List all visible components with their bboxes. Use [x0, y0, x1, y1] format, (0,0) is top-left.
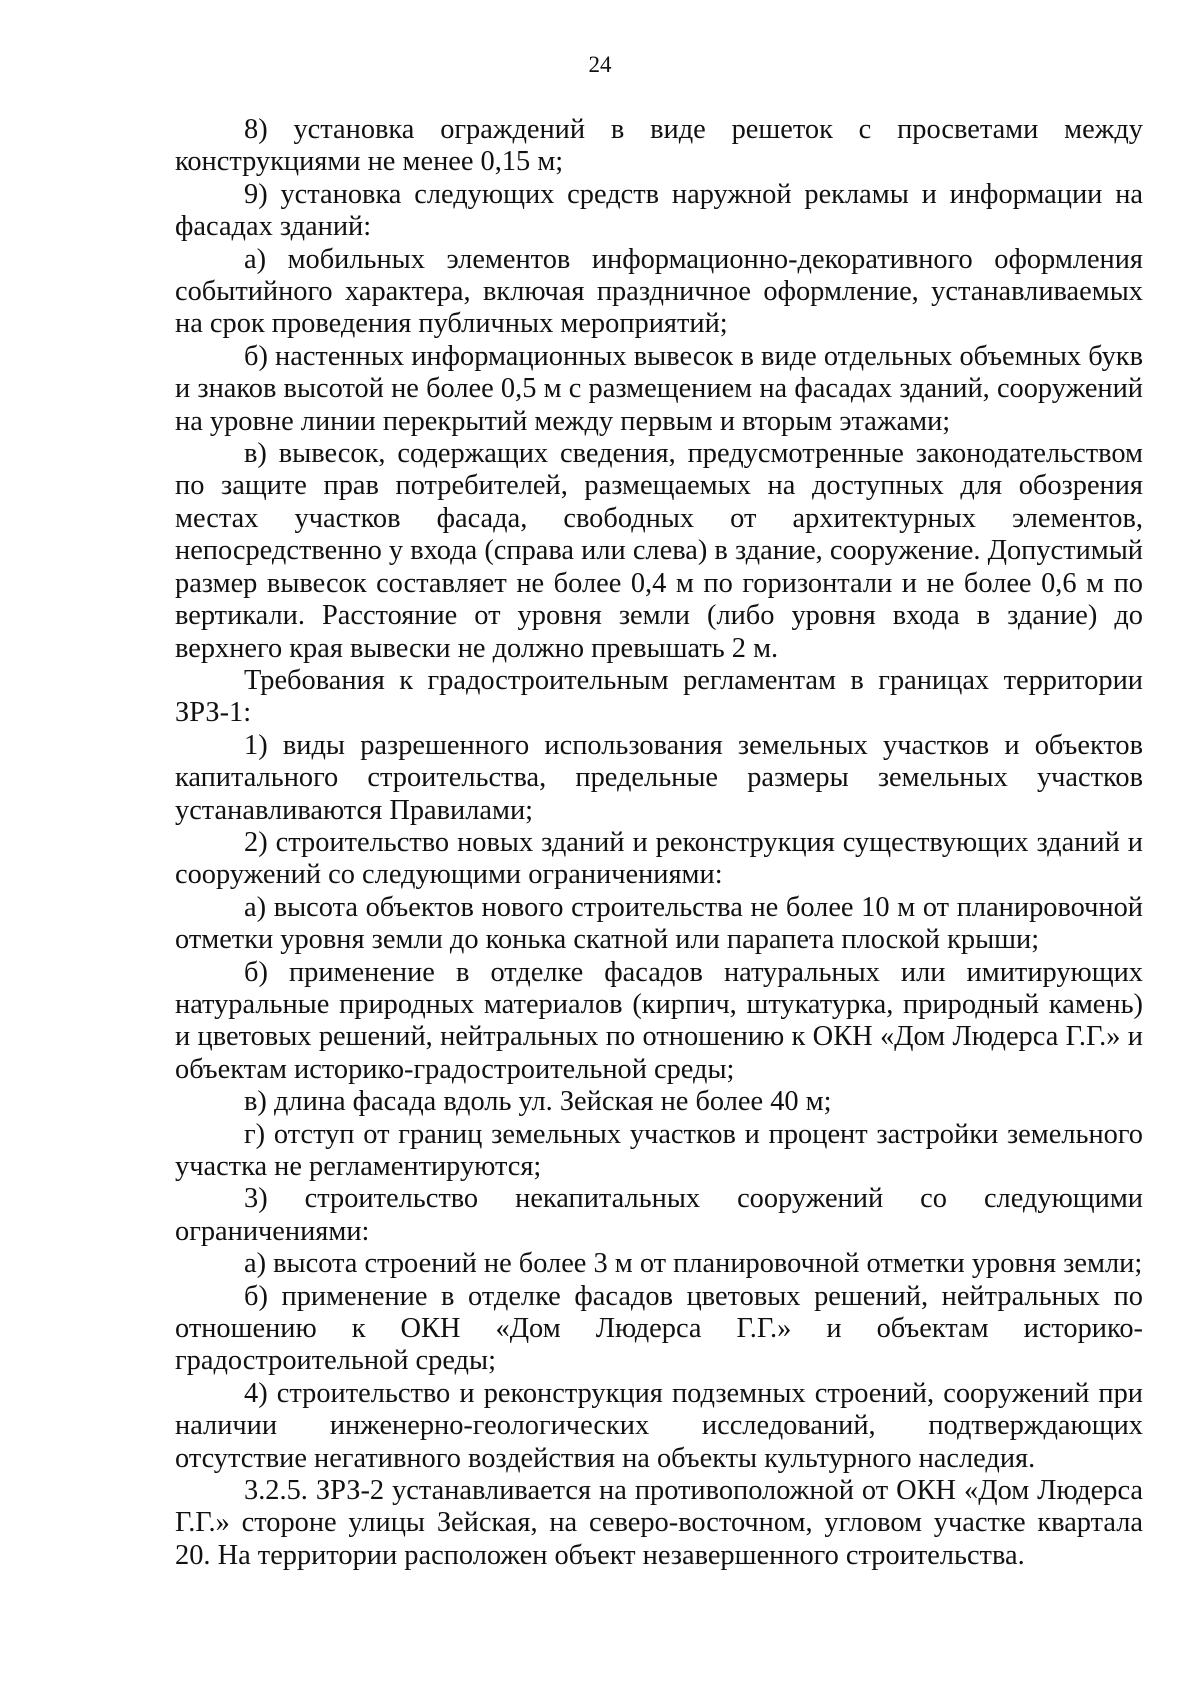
- sub-item-a-mobile-elements: а) мобильных элементов информационно-декоративного оформления событийного характера, включая праздничное оформление, устанавливаемых на срок проведения публичных мероприятий;: [175, 243, 1143, 340]
- zrz1-item-4-underground: 4) строительство и реконструкция подземных строений, сооружений при наличии инженерно-геологических исследований, подтверждающих отсутствие негативного воздействия на объекты культурного наследия.: [175, 1377, 1143, 1474]
- zrz1-item-3b-colors: б) применение в отделке фасадов цветовых решений, нейтральных по отношению к ОКН «Дом Людерса Г.Г.» и объектам историко-градостроительной среды;: [175, 1280, 1143, 1377]
- zrz1-item-1-land-use: 1) виды разрешенного использования земельных участков и объектов капитального строительства, предельные размеры земельных участков устанавливаются Правилами;: [175, 729, 1143, 826]
- document-body: [175, 114, 1143, 1572]
- zrz1-item-2b-facade-materials: б) применение в отделке фасадов натуральных или имитирующих натуральные природных материалов (кирпич, штукатурка, природный камень) и цветовых решений, нейтральных по отношению к ОКН «Дом Людерса Г.Г.» и объектам историко-градостроительной среды;: [175, 956, 1143, 1085]
- list-item-8-fences: 8) установка ограждений в виде решеток с просветами между конструкциями не менее 0,15 м;: [175, 114, 1143, 178]
- sub-item-b-wall-signs: б) настенных информационных вывесок в виде отдельных объемных букв и знаков высотой не более 0,5 м с размещением на фасадах зданий, сооружений на уровне линии перекрытий между первым и вторым этажами;: [175, 340, 1143, 437]
- sub-item-v-consumer-signs: в) вывесок, содержащих сведения, предусмотренные законодательством по защите прав потребителей, размещаемых на доступных для обозрения местах участков фасада, свободных от архитектурных элементов, непосредственно у входа (справа или слева) в здание, сооружение. Допустимый размер вывесок составляет не более 0,4 м по горизонтали и не более 0,6 м по вертикали. Расстояние от уровня земли (либо уровня входа в здание) до верхнего края вывески не должно превышать 2 м.: [175, 438, 1143, 664]
- zrz1-item-2a-height: а) высота объектов нового строительства не более 10 м от планировочной отметки уровня земли до конька скатной или парапета плоской крыши;: [175, 891, 1143, 956]
- section-3-2-5-zrz2: 3.2.5. ЗРЗ-2 устанавливается на противоположной от ОКН «Дом Людерса Г.Г.» стороне улицы Зейская, на северо-восточном, угловом участке квартала 20. На территории расположен объект незавершенного строительства.: [175, 1475, 1143, 1571]
- zrz1-requirements-heading: Требования к градостроительным регламентам в границах территории ЗРЗ-1:: [175, 664, 1143, 729]
- zrz1-item-2-construction: 2) строительство новых зданий и реконструкция существующих зданий и сооружений со следующими ограничениями:: [175, 826, 1143, 891]
- zrz1-item-3-temporary-structures: 3) строительство некапитальных сооружений со следующими ограничениями:: [175, 1183, 1143, 1247]
- zrz1-item-2v-facade-length: в) длина фасада вдоль ул. Зейская не более 40 м;: [244, 1086, 832, 1118]
- zrz1-item-2g-setbacks: г) отступ от границ земельных участков и процент застройки земельного участка не регламентируются;: [175, 1118, 1143, 1182]
- zrz1-item-3a-height: а) высота строений не более 3 м от планировочной отметки уровня земли;: [244, 1248, 1143, 1280]
- list-item-9-advertising: 9) установка следующих средств наружной рекламы и информации на фасадах зданий:: [175, 178, 1143, 243]
- page-number: 24: [588, 52, 612, 77]
